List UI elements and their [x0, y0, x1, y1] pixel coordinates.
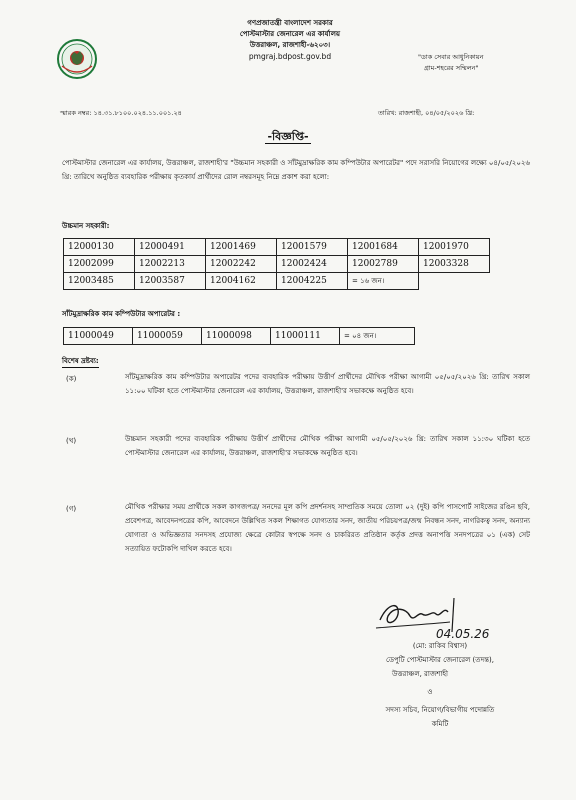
roll-cell: 12000491 — [135, 239, 206, 256]
roll-cell: 12002242 — [206, 256, 277, 273]
roll-cell: 11000059 — [133, 328, 202, 345]
note-text: সাঁটমুদ্রাক্ষরিক কাম কম্পিউটার অপারেটর পদের ব্যবহারিক পরীক্ষায় উত্তীর্ণ প্রার্থীদের মৌখিক পরীক্ষা আগামী ০৫/০৫/২০২৬ খ্রি: তারিখ সকাল ১১:০০ ঘটিকা হতে পোস্টমাস্টার জেনারেল এর কার্যালয়, উত্তরাঞ্চল, রাজশাহী'র সভাকক্ষে অনুষ্ঠিত হবে। — [125, 373, 530, 395]
roll-cell: 12002099 — [64, 256, 135, 273]
note-marker: (খ) — [66, 437, 77, 445]
letterhead-line2: পোস্টমাস্টার জেনারেল এর কার্যালয় — [239, 30, 341, 38]
memo-number: স্মারক নম্বর: ১৪.৩১.৮১০০.০২৪.১১.০০১.২৪ — [60, 109, 182, 117]
signatory-designation: ডেপুটি পোস্টমাস্টার জেনারেল (তদন্ত), — [386, 656, 494, 664]
roll-table-upper-division-assistant — [63, 238, 490, 290]
signatory-office: উত্তরাঞ্চল, রাজশাহী — [391, 670, 449, 678]
roll-cell: 12003485 — [64, 273, 135, 290]
roll-cell: 12000130 — [64, 239, 135, 256]
roll-cell: 12001469 — [206, 239, 277, 256]
slogan — [418, 52, 528, 74]
slogan-line1: "ডাক সেবার আধুনিকায়ন — [418, 53, 484, 61]
roll-cell: 12002789 — [348, 256, 419, 273]
note-text: উচ্চমান সহকারী পদের ব্যবহারিক পরীক্ষায় উত্তীর্ণ প্রার্থীদের মৌখিক পরীক্ষা আগামী ০৫/০৫/২০২৬ খ্রি: তারিখ সকাল ১১:৩০ ঘটিকা হতে পোস্টমাস্টার জেনারেল এর কার্যালয়, উত্তরাঞ্চল, রাজশাহী'র সভাকক্ষে অনুষ্ঠিত হবে। — [125, 435, 530, 457]
roll-cell: 12002213 — [135, 256, 206, 273]
roll-cell: 12001579 — [277, 239, 348, 256]
note-marker: (ক) — [66, 375, 77, 383]
table-row — [64, 328, 415, 345]
roll-cell: 12004162 — [206, 273, 277, 290]
special-notes-title: বিশেষ দ্রষ্টব্য: — [62, 355, 99, 368]
roll-cell: 11000049 — [64, 328, 133, 345]
document-date: তারিখ: রাজশাহী, ০৪/০৫/২০২৬ খ্রি: — [378, 109, 475, 117]
signatory-name: (মো: রাকিব বিশ্বাস) — [412, 642, 468, 650]
committee-label: কমিটি — [431, 720, 449, 728]
note-text: মৌখিক পরীক্ষার সময় প্রার্থীকে সকল কাগজপত্র/ সনদের মূল কপি প্রদর্শনসহ সাম্প্রতিক সময়ে তোলা ০২ (দুই) কপি পাসপোর্ট সাইজের রঙিন ছবি, প্রবেশপত্র, আবেদনপত্রের কপি, আবেদনে উল্লিখিত সকল শিক্ষাগত যোগ্যতার সনদ, জাতীয় পরিচয়পত্র/জন্ম নিবন্ধন সনদ, নাগরিকত্ব সনদ, অন্যান্য যোগ্যতা ও অভিজ্ঞতার সনদসহ প্রযোজ্য ক্ষেত্রে কোটার স্বপক্ষে সনদ ও চাকরিরত প্রতিষ্ঠান কর্তৃক প্রদত্ত অনাপত্তি সনদপত্রের ০১ (এক) সেট সত্যায়িত ফটোকপি দাখিল করতে হবে। — [125, 503, 530, 553]
roll-cell: 12003328 — [419, 256, 490, 273]
letterhead — [150, 18, 430, 62]
roll-cell: 12001684 — [348, 239, 419, 256]
government-logo-icon — [56, 38, 98, 80]
total-count-cell: = ০৪ জন। — [340, 328, 415, 345]
table-row — [64, 239, 490, 256]
letterhead-line1: গণপ্রজাতন্ত্রী বাংলাদেশ সরকার — [247, 19, 333, 27]
committee-role: সদস্য সচিব, নিয়োগ/বিভাগীয় পদোন্নতি — [385, 706, 495, 714]
total-count-cell: = ১৬ জন। — [348, 273, 419, 290]
table-row — [64, 256, 490, 273]
signatory-conjunction: ও — [427, 688, 433, 696]
roll-cell: 11000111 — [271, 328, 340, 345]
roll-cell: 11000098 — [202, 328, 271, 345]
notice-title-text: -বিজ্ঞপ্তি- — [267, 130, 309, 143]
handwritten-signature — [370, 592, 490, 640]
note-marker: (গ) — [66, 505, 77, 513]
section-label-upper-division-assistant: উচ্চমান সহকারী: — [62, 222, 110, 230]
signature-date: 04.05.26 — [436, 627, 490, 640]
notice-title — [0, 128, 576, 147]
roll-cell: 12002424 — [277, 256, 348, 273]
roll-table-stenographer — [63, 327, 415, 345]
roll-cell: 12004225 — [277, 273, 348, 290]
empty-cell — [419, 273, 490, 290]
notice-intro: পোস্টমাস্টার জেনারেল এর কার্যালয়, উত্তরাঞ্চল, রাজশাহী'র "উচ্চমান সহকারী ও সাঁটমুদ্রাক্ষরিক কাম কম্পিউটার অপারেটর" পদে সরাসরি নিয়োগের লক্ষ্যে ০৪/০৫/২০২৬ খ্রি: তারিখে অনুষ্ঠিত ব্যবহারিক পরীক্ষায় কৃতকার্য প্রার্থীদের রোল নম্বরসমূহ নিম্নে প্রকাশ করা হলো: — [62, 159, 530, 181]
letterhead-line3: উত্তরাঞ্চল, রাজশাহী-৬২০৩। — [249, 41, 331, 49]
letterhead-website: pmgraj.bdpost.gov.bd — [248, 52, 332, 61]
table-row — [64, 273, 490, 290]
roll-cell: 12001970 — [419, 239, 490, 256]
roll-cell: 12003587 — [135, 273, 206, 290]
section-label-stenographer: সাঁটমুদ্রাক্ষরিক কাম কম্পিউটার অপারেটর : — [62, 310, 181, 318]
slogan-line2: গ্রাম-শহরের সম্মিলন" — [424, 64, 479, 72]
